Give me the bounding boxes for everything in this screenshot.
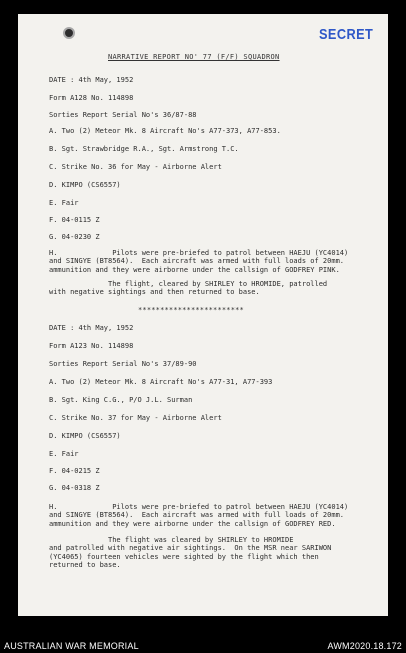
report2-item-d: D. KIMPO (CS6557) (49, 432, 121, 440)
report1-date: DATE : 4th May, 1952 (49, 76, 134, 84)
report-title: NARRATIVE REPORT NO' 77 (F/F) SQUADRON (108, 53, 280, 61)
report2-form: Form A123 No. 114898 (49, 342, 134, 350)
punch-hole (63, 27, 75, 39)
report2-item-g: G. 04-0318 Z (49, 484, 100, 492)
document-page (18, 14, 388, 616)
report2-item-c: C. Strike No. 37 for May - Airborne Alert (49, 414, 222, 422)
report1-sorties: Sorties Report Serial No's 36/87-88 (49, 111, 197, 119)
report1-h-line3: ammunition and they were airborne under the callsign of GODFREY PINK. (49, 265, 340, 274)
report2-item-e: E. Fair (49, 450, 79, 458)
report2-flight-line2: and patrolled with negative air sightings. On the MSR near SARIWON (49, 544, 332, 553)
report1-item-b: B. Sgt. Strawbridge R.A., Sgt. Armstrong T.C. (49, 145, 239, 153)
report1-item-c: C. Strike No. 36 for May - Airborne Alert (49, 163, 222, 171)
section-separator: ************************ (138, 306, 244, 314)
report2-sorties: Sorties Report Serial No's 37/89-90 (49, 360, 197, 368)
report2-date: DATE : 4th May, 1952 (49, 324, 134, 332)
report2-flight-line3: (YC4065) fourteen vehicles were sighted by the flight which then (49, 552, 319, 561)
report1-item-e: E. Fair (49, 199, 79, 207)
report1-item-a: A. Two (2) Meteor Mk. 8 Aircraft No's A77-373, A77-853. (49, 127, 281, 135)
report1-flight-line2: with negative sightings and then returned to base. (49, 288, 260, 297)
report2-item-b: B. Sgt. King C.G., P/O J.L. Surman (49, 396, 193, 404)
report2-flight-line1: The flight was cleared by SHIRLEY to HROMIDE (49, 536, 294, 544)
report2-h-line2: and SINGYE (BT8564). Each aircraft was armed with full loads of 20mm. (49, 511, 345, 520)
report1-item-h (49, 249, 348, 274)
report2-item-f: F. 04-0215 Z (49, 467, 100, 475)
report2-flight-line4: returned to base. (49, 561, 121, 570)
report1-form: Form A128 No. 114898 (49, 94, 134, 102)
report1-h-line2: and SINGYE (BT8564). Each aircraft was armed with full loads of 20mm. (49, 257, 345, 266)
footer-archive-name: AUSTRALIAN WAR MEMORIAL (4, 641, 139, 651)
report2-h-line1: H. Pilots were pre-briefed to patrol between HAEJU (YC4014) (49, 503, 349, 511)
report2-h-line3: ammunition and they were airborne under the callsign of GODFREY RED. (49, 519, 336, 528)
report1-item-d: D. KIMPO (CS6557) (49, 181, 121, 189)
report2-flight-paragraph (49, 536, 331, 570)
secret-stamp: SECRET (319, 26, 374, 43)
report2-item-h (49, 503, 348, 528)
report1-h-line1: H. Pilots were pre-briefed to patrol between HAEJU (YC4014) (49, 249, 349, 257)
report1-item-g: G. 04-0230 Z (49, 233, 100, 241)
footer-catalogue-number: AWM2020.18.172 (327, 641, 402, 651)
report1-flight-paragraph (49, 280, 327, 297)
report1-flight-line1: The flight, cleared by SHIRLEY to HROMIDE, patrolled (49, 280, 328, 288)
report2-item-a: A. Two (2) Meteor Mk. 8 Aircraft No's A77-31, A77-393 (49, 378, 273, 386)
report1-item-f: F. 04-0115 Z (49, 216, 100, 224)
